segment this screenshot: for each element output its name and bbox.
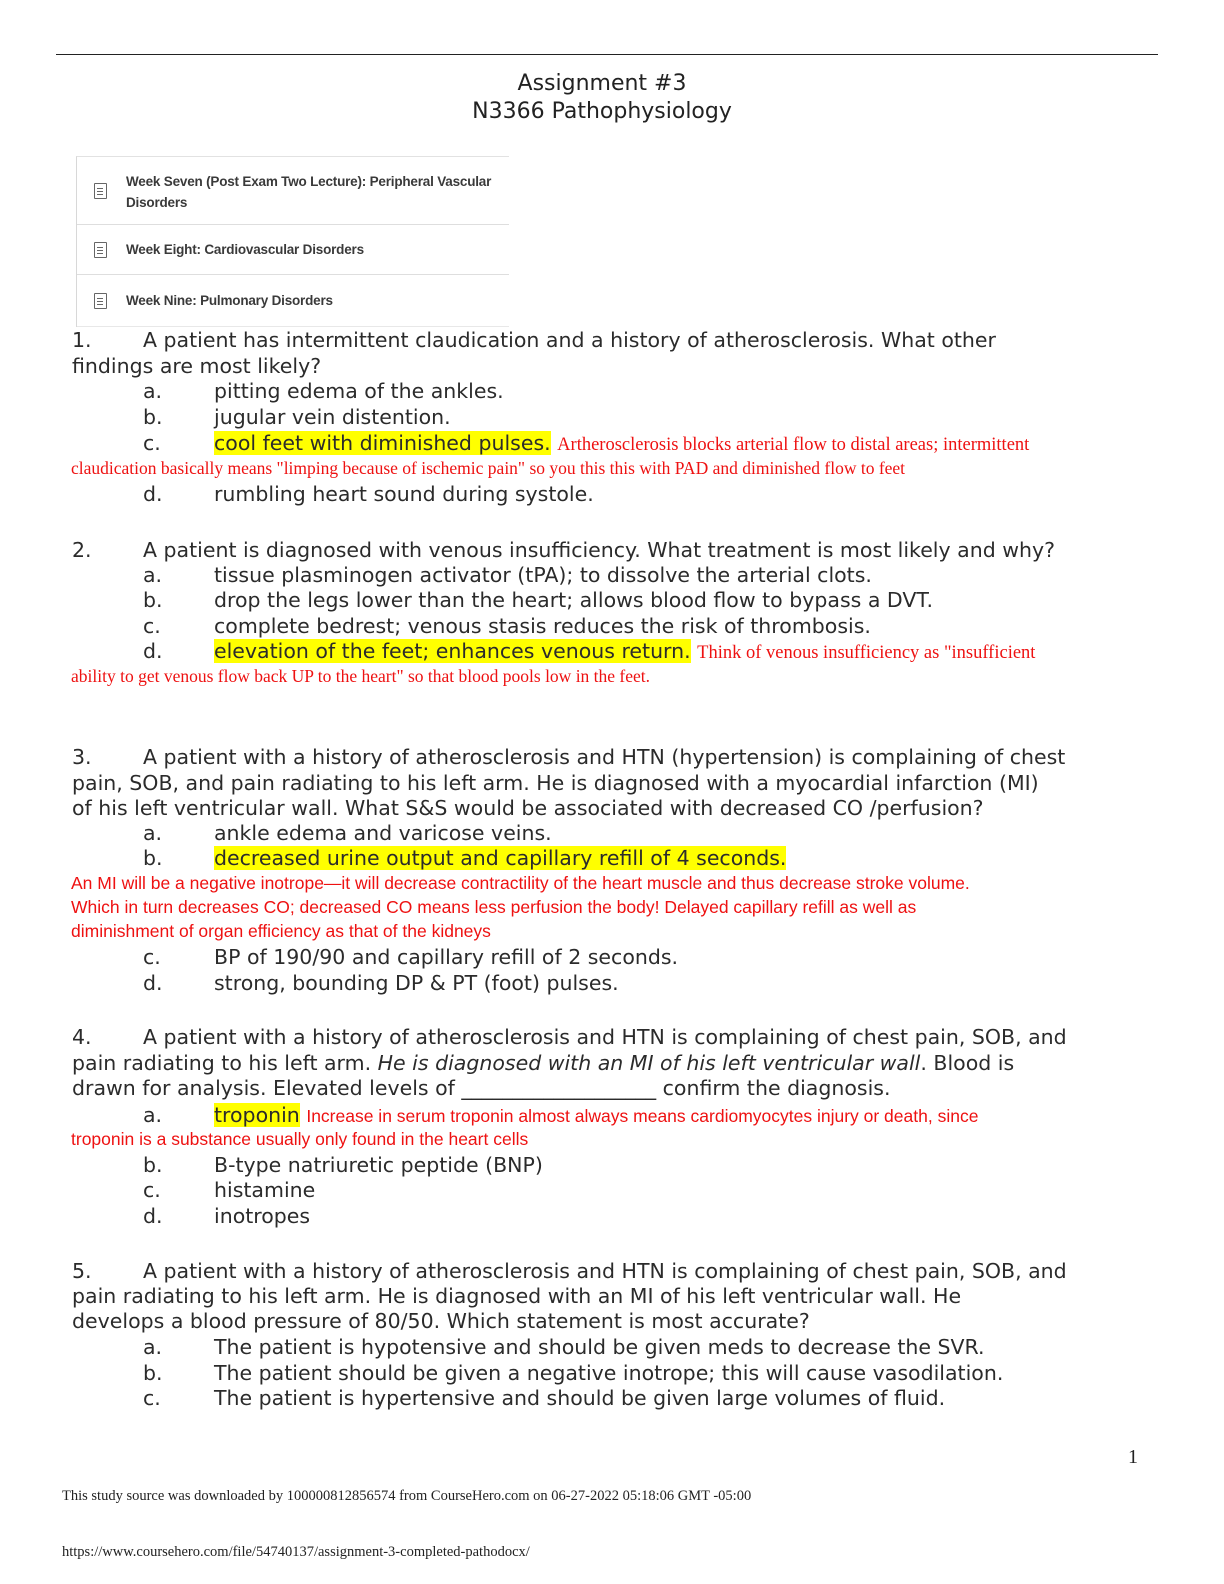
question-2-option-b: drop the legs lower than the heart; allows blood flow to bypass a DVT. [214,588,933,612]
answer-note: Artherosclerosis blocks arterial flow to distal areas; intermittent [557,435,1030,455]
question-3-option-b [214,845,786,871]
option-letter: b. [143,1361,163,1385]
option-letter: a. [143,1103,163,1127]
question-4-option-d: inotropes [214,1204,311,1228]
highlighted-answer: decreased urine output and capillary refill of 4 seconds. [214,846,787,870]
option-letter: c. [143,431,161,455]
question-2-text: A patient is diagnosed with venous insufficiency. What treatment is most likely and why? [143,538,1055,562]
option-letter: d. [143,639,163,663]
option-letter: a. [143,821,163,845]
document-icon [94,242,107,258]
question-5-option-c: The patient is hypertensive and should be given large volumes of fluid. [214,1386,946,1410]
option-letter: c. [143,1386,161,1410]
module-label: Week Eight: Cardiovascular Disorders [126,242,364,257]
question-3-option-a: ankle edema and varicose veins. [214,821,552,845]
answer-note-line2: claudication basically means "limping because of ischemic pain" so you this this with PAD and diminished flow to feet [71,458,906,478]
question-1-option-c [214,430,1029,458]
answer-note-line2: Which in turn decreases CO; decreased CO means less perfusion the body! Delayed capillary refill as well as [71,897,917,917]
module-item-week-nine[interactable] [77,275,509,327]
question-5-text-line2: pain radiating to his left arm. He is diagnosed with an MI of his left ventricular wall. He [72,1284,962,1308]
option-letter: c. [143,1178,161,1202]
answer-note-line2: troponin is a substance usually only found in the heart cells [71,1129,529,1149]
page-number: 1 [1128,1446,1138,1468]
highlighted-answer: elevation of the feet; enhances venous return. [214,639,691,663]
question-4-text: A patient with a history of atherosclerosis and HTN is complaining of chest pain, SOB, and [143,1025,1067,1049]
question-4-text-line2 [72,1050,1014,1076]
option-letter: d. [143,971,163,995]
question-3-text: A patient with a history of atherosclerosis and HTN (hypertension) is complaining of chest [143,745,1066,769]
question-3-option-c: BP of 190/90 and capillary refill of 2 seconds. [214,945,679,969]
question-5-number: 5. [72,1259,92,1283]
module-item-week-eight[interactable] [77,225,509,275]
answer-note-line3: diminishment of organ efficiency as that of the kidneys [71,921,491,941]
question-1-text: A patient has intermittent claudication and a history of atherosclerosis. What other [143,328,996,352]
text-segment: . Blood is [920,1051,1015,1075]
italic-text-segment: He is diagnosed with an MI of his left ventricular wall [377,1051,921,1075]
question-2-option-d [214,638,1035,666]
question-3-text-line3: of his left ventricular wall. What S&S would be associated with decreased CO /perfusion? [72,796,984,820]
option-letter: b. [143,405,163,429]
question-4-text-line3: drawn for analysis. Elevated levels of ___________________ confirm the diagnosis. [72,1076,891,1100]
answer-note: Increase in serum troponin almost always means cardiomyocytes injury or death, since [306,1106,979,1126]
question-1-option-a: pitting edema of the ankles. [214,379,504,403]
question-4-option-b: B-type natriuretic peptide (BNP) [214,1153,543,1177]
question-2-option-a: tissue plasminogen activator (tPA); to dissolve the arterial clots. [214,563,872,587]
option-letter: a. [143,563,163,587]
module-label: Week Seven (Post Exam Two Lecture): Peripheral Vascular [126,174,492,189]
question-1-number: 1. [72,328,92,352]
question-1-option-b: jugular vein distention. [214,405,451,429]
question-4-number: 4. [72,1025,92,1049]
module-list [76,156,509,327]
source-url[interactable]: https://www.coursehero.com/file/54740137/assignment-3-completed-pathodocx/ [62,1544,530,1560]
question-3-number: 3. [72,745,92,769]
question-3-text-line2: pain, SOB, and pain radiating to his left arm. He is diagnosed with a myocardial infarction (MI) [72,771,1039,795]
option-letter: d. [143,1204,163,1228]
question-4-option-a [214,1102,978,1129]
module-label: Week Nine: Pulmonary Disorders [126,293,333,308]
question-1-option-d: rumbling heart sound during systole. [214,482,594,506]
option-letter: c. [143,614,161,638]
highlighted-answer: troponin [214,1103,300,1127]
top-rule [56,54,1158,55]
question-4-option-c: histamine [214,1178,316,1202]
option-letter: d. [143,482,163,506]
page-subtitle: N3366 Pathophysiology [472,99,732,124]
question-3-option-d: strong, bounding DP & PT (foot) pulses. [214,971,619,995]
highlighted-answer: cool feet with diminished pulses. [214,431,551,455]
option-letter: a. [143,379,163,403]
answer-note-line2: ability to get venous flow back UP to the heart" so that blood pools low in the feet. [71,666,651,686]
question-2-number: 2. [72,538,92,562]
module-item-week-seven[interactable] [77,157,509,225]
module-label-line2: Disorders [126,195,188,210]
answer-note: An MI will be a negative inotrope—it will decrease contractility of the heart muscle and thus decrease stroke volume. [71,873,970,893]
page-title: Assignment #3 [517,71,687,96]
option-letter: b. [143,588,163,612]
question-2-option-c: complete bedrest; venous stasis reduces the risk of thrombosis. [214,614,871,638]
question-1-text-line2: findings are most likely? [72,354,322,378]
question-5-option-b: The patient should be given a negative inotrope; this will cause vasodilation. [214,1361,1004,1385]
source-footer: This study source was downloaded by 100000812856574 from CourseHero.com on 06-27-2022 05:18:06 GMT -05:00 [62,1488,752,1504]
option-letter: b. [143,846,163,870]
document-icon [94,183,107,199]
question-5-option-a: The patient is hypotensive and should be given meds to decrease the SVR. [214,1335,985,1359]
question-5-text: A patient with a history of atherosclerosis and HTN is complaining of chest pain, SOB, and [143,1259,1067,1283]
document-icon [94,293,107,309]
option-letter: c. [143,945,161,969]
text-segment: pain radiating to his left arm. [72,1051,378,1075]
option-letter: a. [143,1335,163,1359]
question-5-text-line3: develops a blood pressure of 80/50. Which statement is most accurate? [72,1309,810,1333]
option-letter: b. [143,1153,163,1177]
answer-note: Think of venous insufficiency as "insufficient [697,643,1036,663]
